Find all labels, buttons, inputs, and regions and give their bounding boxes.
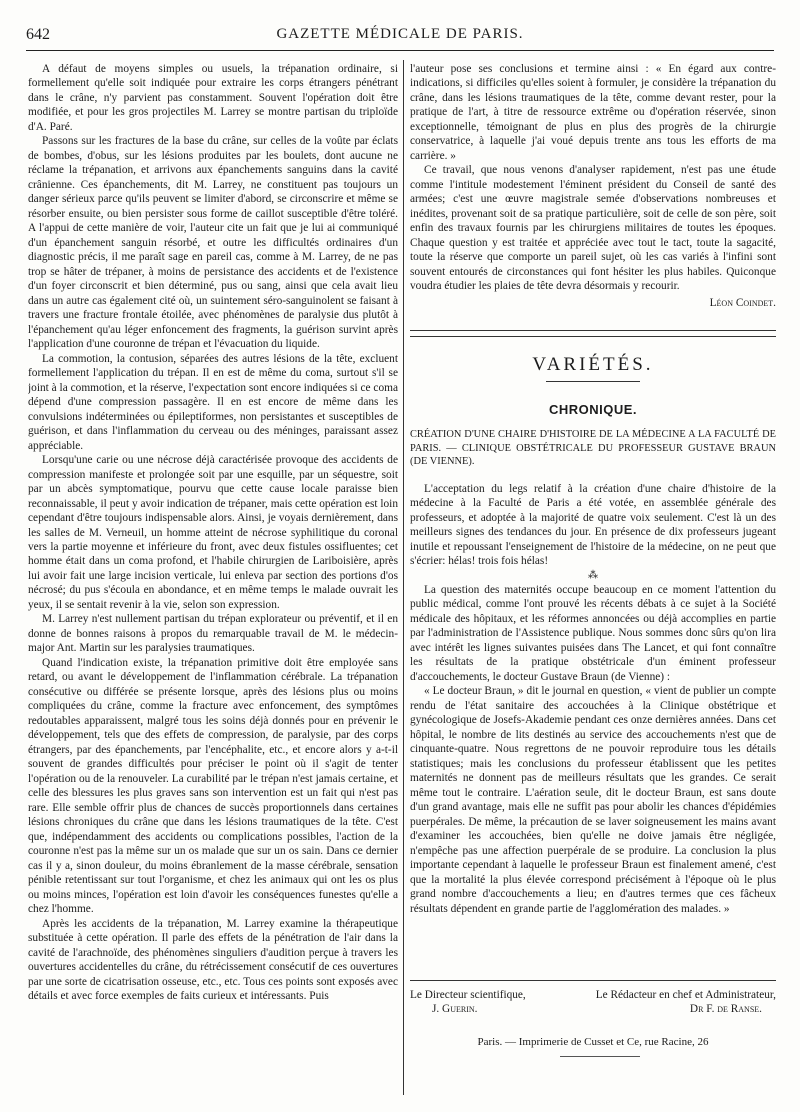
page-number: 642 (26, 26, 50, 43)
column-divider (403, 60, 404, 1095)
review-continuation: l'auteur pose ses conclusions et termine ainsi : « En égard aux contre-indications, si difficiles qu'elles soient à formuler, je considère la trépanation du crâne, dans les lésions traumatiques de la tête, comme devant rester, pour la pratique de l'art, à titre de ressource extrême ou d'opération réservée, sinon exceptionnelle, témoignant de plus en plus des progrès de la chirurgie conservatrice, à laquelle j'ai voué depuis trente ans tous les efforts de ma carrière. » (410, 63, 776, 162)
left-paragraph-7: Après les accidents de la trépanation, M. Larrey examine la thérapeutique substituée à cette opération. Il parle des effets de la pénétration de l'air dans la cavité de l'arachnoïde, des phénomènes singuliers d'audition perçue à travers les ouvertures accidentelles du crâne, du rétrécissement consécutif de ces ouvertures par une sorte de cicatrisation osseuse, etc., etc. Tous ces points sont exposés avec détails et avec force exemples de faits curieux et intéressants. Puis (28, 917, 398, 1002)
section-title: VARIÉTÉS. (532, 354, 654, 375)
footer-rule (410, 980, 776, 981)
left-paragraph-1: A défaut de moyens simples ou usuels, la trépanation ordinaire, si formellement qu'elle soit indiquée pour extraire les corps étrangers pénétrant dans le crâne, n'y parvient pas constamment. Souvent l'opération doit être modifiée, et pour les gros projectiles M. Larrey se montre partisan du triploïde d'A. Paré. (28, 63, 398, 133)
left-paragraph-4: Lorsqu'une carie ou une nécrose déjà caractérisée provoque des accidents de compression manifeste et prolongée soit par une esquille, par un séquestre, soit par un abcès symptomatique, pourvu que cette cause locale paraisse bien reconnaissable, il peut y avoir indication de trépaner, mais cette opération est loin cependant d'être toujours indispensable alors. Ainsi, je voyais dernièrement, dans les salles de M. Verneuil, un homme atteint de nécrose syphilitique du coronal vers la partie moyenne et inférieure du front, avec deux fistules ossifluentes; cet homme était dans un coma profond, et l'habile chirurgien de Lariboisière, après lui avoir fait une large incision verticale, lui enleva par section des portions d'os nécrosé; du pus s'écoula en abondance, et en même temps le malade ouvrait les yeux, il se sentait revenir à la vie, selon son expression. (28, 454, 398, 611)
chronique-paragraph-3: « Le docteur Braun, » dit le journal en question, « vient de publier un compte rendu de l'état sanitaire des accouchées à la Clinique obstétrique et gynécologique de Josefs-Akademie pendant ces onze dernières années. Dans cet hôpital, le nombre de lits destinés au service des accouchements n'est que de cinquante-quatre. Nous regrettons de ne pouvoir reproduire tous les détails statistiques; mais les conclusions du professeur établissent que les petites maternités ne donnent pas de meilleurs résultats que les grandes. Ce serait même tout le contraire. L'aération seule, dit le docteur Braun, est sans doute d'un grand avantage, mais elle ne suffit pas pour abolir les chances d'épidémies puerpérales. De même, la précaution de se laver soigneusement les mains avant d'examiner les accouchées, bien qu'elle ne doive jamais être négligée, n'empêche pas une affection puerpérale de se produire. La conclusion la plus importante cependant à laquelle le professeur Braun est finalement amené, c'est que la mortalité la plus élevée correspond précisément à l'époque où le plus grand nombre d'accouchements a lieu; en d'autres termes que ces fâcheux résultats dépendent en grande partie de l'agglomération des malades. » (410, 685, 776, 915)
page-header (26, 26, 774, 52)
asterism-separator: ⁂ (588, 569, 598, 581)
left-paragraph-6: Quand l'indication existe, la trépanation primitive doit être employée sans retard, ou avant le développement de l'inflammation cérébrale. La trépanation consécutive ou différée se présente lorsque, après des lésions plus ou moins compliquées du crâne, comme la fracture avec enfoncement, des symptômes redoutables apparaissent, malgré tous les soins déjà donnés pour en prévenir le développement, tels que des effets de compression, de paralysie, par des corps étrangers, par des épanchements, par l'encéphalite, etc., et encore alors y a-t-il souvent de grandes difficultés pour préciser le point où il s'agit de tenter l'opération ou de la renouveler. La curabilité par le trépan n'est jamais certaine, et celle des blessures les plus graves sans son intervention est un fait qui n'est pas rare. Elle semble offrir plus de chances de succès proportionnels dans certaines lésions chroniques du crâne que dans les lésions traumatiques de la tête. C'est que, indépendamment des accidents ou complications possibles, l'action de la couronne n'est pas la même sur un os malade que sur un os sain. Dans ce dernier cas il y a, sinon douleur, du moins ébranlement de la masse cérébrale, sensation pénible retentissant sur tout l'organisme, et chez les animaux qui ont les os plus ou moins minces, l'opération est loin d'avoir les conséquences funestes qu'elle a chez l'homme. (28, 656, 398, 916)
left-paragraph-5: M. Larrey n'est nullement partisan du trépan explorateur ou préventif, et il en donne de bonnes raisons à propos du remarquable travail de M. le médecin-major Ant. Martin sur les paralysies traumatiques. (28, 613, 398, 655)
director-label: Le Directeur scientifique, (410, 989, 526, 1001)
chronique-body (410, 482, 776, 916)
director-name: J. Guerin. (432, 1003, 478, 1015)
author-signature: Léon Coindet. (709, 296, 776, 309)
left-paragraph-2: Passons sur les fractures de la base du crâne, sur celles de la voûte par éclats de bombes, d'obus, sur les lésions produites par les boulets, dont aucune ne réclame la trépanation, et arrivons aux épanchements sanguins dans la cavité crânienne. Ces épanchements, dit M. Larrey, ne constituent pas toujours un danger sérieux parce qu'ils peuvent se limiter d'abord, se circonscrire et même se résorber ensuite, ou bien persister sous forme de caillot susceptible d'être toléré. A l'appui de cette manière de voir, l'auteur cite un fait que je lui ai communiqué d'un épanchement sanguin résorbé, et outre les difficultés ordinaires d'un diagnostic précis, il me paraît sage en pareil cas, comme à M. Larrey, de ne pas trop se hâter de trépaner, à moins de persistance des accidents et de l'existence d'un foyer circonscrit et bien déterminé, pus ou sang, ainsi que cela avait lieu dans un autre cas également cité où, un suintement séro-sanguinolent se faisant à travers une fracture frontale étoilée, avec phénomènes de paralysie dus plutôt à l'épanchement qu'au léger enfoncement des fragments, la guérison survint après l'application d'une couronne de trépan et l'évacuation du liquide. (28, 135, 398, 351)
editor-label: Le Rédacteur en chef et Administrateur, (595, 989, 776, 1001)
item-heading: CRÉATION D'UNE CHAIRE D'HISTOIRE DE LA MÉDECINE A LA FACULTÉ DE PARIS. — CLINIQUE OBSTÉTRICALE DU PROFESSEUR GUSTAVE BRAUN (DE VIENNE). (410, 429, 776, 467)
chronique-paragraph-2: La question des maternités occupe beaucoup en ce moment l'attention du public médical, comme l'ont prouvé les récents débats à ce sujet à la Société médicale des hôpitaux, et les réformes annoncées ou déjà accomplies en partie par l'administration de l'Assistence publique. Nous sommes donc sûrs qu'on lira avec intérêt les lignes suivantes puisées dans The Lancet, et qui font connaître les résultats de la pratique obstétricale d'un éminent professeur d'accouchements, le docteur Gustave Braun (de Vienne) : (410, 583, 776, 683)
left-column (28, 62, 398, 1102)
editorial-staff (410, 988, 776, 1016)
left-paragraph-3: La commotion, la contusion, séparées des autres lésions de la tête, excluent formellement l'application du trépan. Il en est de même du coma, surtout s'il se joint à la commotion, et la réserve, l'expectation sont encore indiquées si ce coma dépend d'une compression passagère. Il en est encore de même dans les convulsions indéterminées ou épileptiformes, non persistantes et susceptibles de guérison, et dans l'inflammation du cerveau ou des méninges, paraissant assez appréciable. (28, 352, 398, 452)
section-title-underline (546, 381, 640, 382)
section-divider-2 (410, 336, 776, 337)
header-rule (26, 50, 774, 51)
section-divider (410, 330, 776, 331)
printer-imprint: Paris. — Imprimerie de Cusset et Ce, rue Racine, 26 (477, 1036, 709, 1048)
review-summary: Ce travail, que nous venons d'analyser rapidement, n'est pas une étude comme l'intitule modestement l'éminent président du Conseil de santé des armées; c'est une œuvre magistrale semée d'observations nombreuses et inédites, provenant soit de sa pratique particulière, soit de celle de son père, soit enfin des travaux fournis par les chirurgiens militaires de toutes les époques. Chaque question y est traitée et appréciée avec tout le tact, toute la sagacité, toute la réserve que comporte un pareil sujet, où les cas variés à l'infini sont souvent entourés de circonstances qui font hésiter les plus habiles. Quiconque voudra étudier les plaies de tête devra désormais y recourir. (410, 164, 776, 293)
subsection-title: CHRONIQUE. (548, 402, 638, 417)
editor-name: Dr F. de Ranse. (689, 1003, 762, 1015)
imprint-rule (560, 1056, 640, 1057)
right-column-review-end (410, 62, 776, 310)
journal-title: GAZETTE MÉDICALE DE PARIS. (276, 26, 524, 42)
chronique-paragraph-1: L'acceptation du legs relatif à la création d'une chaire d'histoire de la médecine à la Faculté de Paris a été votée, en assemblée générale des professeurs, et adoptée à la majorité de quatre voix seulement. C'est là un des meilleurs signes des tendances du jour. En présence de dix professeurs jugeant inutile et repoussant l'enseignement de l'histoire de la médecine, on ne peut que s'écrier: hélas! trois fois hélas! (410, 483, 776, 568)
